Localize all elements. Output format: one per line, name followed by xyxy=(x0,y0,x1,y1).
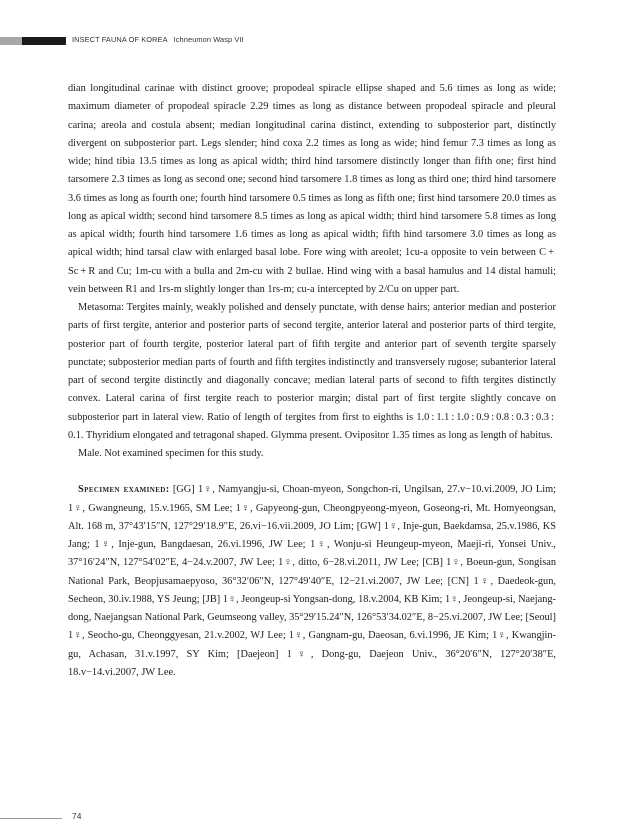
page-number: 74 xyxy=(72,811,82,821)
specimen-heading: Specimen examined: xyxy=(78,484,170,496)
paragraph-spacer xyxy=(68,463,556,481)
running-header xyxy=(72,35,244,44)
legs-paragraph: dian longitudinal carinae with distinct groove; propodeal spiracle ellipse shaped and 5.6 times as long as wide; maximum diameter of propodeal spiracle 2.29 times as long as distance between propodeal spiracle and pleural carina; areola and costula absent; median longitudinal carina distinct, extending to subposterior part, distinctly divergent on subposterior part. Legs slender; hind coxa 2.2 times as long as wide; hind femur 7.3 times as long as wide; hind tibia 13.5 times as long as apical width; third hind tarsomere distinctly longer than fifth one; first hind tarsomere 2.3 times as long as second one; second hind tarsomere 1.8 times as long as third one; third hind tarsomere 3.6 times as long as fourth one; fourth hind tarsomere 0.5 times as long as fifth one; first hind tarsomere 20.0 times as long as apical width; second hind tarsomere 8.5 times as long as apical width; third hind tarsomere 5.8 times as long as apical width; fourth hind tarsomere 1.6 times as long as apical width; fifth hind tarsomere 3.0 times as long as apical width; hind tarsal claw with enlarged basal lobe. Fore wing with areolet; 1cu-a opposite to vein between C + Sc + R and Cu; 1m-cu with a bulla and 2m-cu with 2 bullae. Hind wing with a basal hamulus and 14 distal hamuli; vein between R1 and 1rs-m slightly longer than 1rs-m; cu-a intercepted by 2/Cu on upper part. xyxy=(68,83,556,295)
footer-rule xyxy=(0,818,62,819)
metasoma-paragraph: Metasoma: Tergites mainly, weakly polished and densely punctate, with dense hairs; anterior median and posterior parts of first tergite, anterior and posterior parts of second tergite, anterior lateral and posterior parts of third tergite, posterior part of fourth tergite, posterior lateral part of fifth tergite and anterior part of seventh tergite sparsely punctate; subposterior median parts of fourth and fifth tergites indistinctly and transversely rugose; subanterior lateral part of second tergite distinctly and diagonally concave; median lateral parts of second to fifth tergites distinctly convex. Lateral carina of first tergite reach to posterior margin; distal part of first tergite slightly concave on subposterior part in lateral view. Ratio of length of tergites from first to eighths is 1.0 : 1.1 : 1.0 : 0.9 : 0.8 : 0.3 : 0.3 : 0.1. Thyridium elongated and tetragonal shaped. Glymma present. Ovipositor 1.35 times as long as length of habitus. xyxy=(68,302,556,441)
header-subtitle: Ichneumon Wasp VII xyxy=(173,35,244,44)
specimen-text: [GG] 1♀, Namyangju-si, Choan-myeon, Songchon-ri, Ungilsan, 27.v−10.vi.2009, JO Lim; 1♀, Gwangneung, 15.v.1965, SM Lee; 1♀, Gapyeong-gun, Cheongpyeong-myeon, Goseong-ri, Mt. Homyeongsan, Alt. 168 m, 37°43′15″N, 127°29′18.9″E, 26.vi−16.vii.2009, JO Lim; [GW] 1♀, Inje-gun, Baekdamsa, 25.v.1986, KS Jang; 1♀, Inje-gun, Bangdaesan, 26.vi.1996, JW Lee; 1♀, Wonju-si Heungeup-myeon, Maeji-ri, Yonsei Univ., 37°16′24″N, 127°54′02″E, 4−24.v.2007, JW Lee; 1♀, ditto, 6−28.vi.2011, JW Lee; [CB] 1♀, Boeun-gun, Songisan National Park, Beopjusamaepyoso, 36°32′06″N, 127°49′40″E, 12−21.vi.2007, JW Lee; [CN] 1♀, Daedeok-gun, Secheon, 30.iv.1988, YS Jeung; [JB] 1♀, Jeongeup-si Yongsan-dong, 18.v.2004, KB Kim; 1♀, Jeongeup-si, Naejang-dong, Naejangsan National Park, Geumseong valley, 35°29′15.24″N, 126°53′34.02″E, 8−25.vi.2007, JW Lee; [Seoul] 1♀, Seocho-gu, Cheonggyesan, 21.v.2002, WJ Lee; 1♀, Gangnam-gu, Daeosan, 6.vi.1996, JE Kim; 1♀, Kwangjin-gu, Achasan, 31.v.1997, SY Kim; [Daejeon] 1♀, Dong-gu, Daejeon Univ., 36°20′6″N, 127°20′38″E, 18.v−14.vi.2007, JW Lee. xyxy=(68,484,556,678)
header-title: INSECT FAUNA OF KOREA xyxy=(72,35,168,44)
header-black-bar xyxy=(22,37,66,45)
header-gray-bar xyxy=(0,37,22,45)
specimen-paragraph xyxy=(68,481,556,682)
male-paragraph: Male. Not examined specimen for this study. xyxy=(78,448,264,459)
page-body xyxy=(68,80,556,682)
